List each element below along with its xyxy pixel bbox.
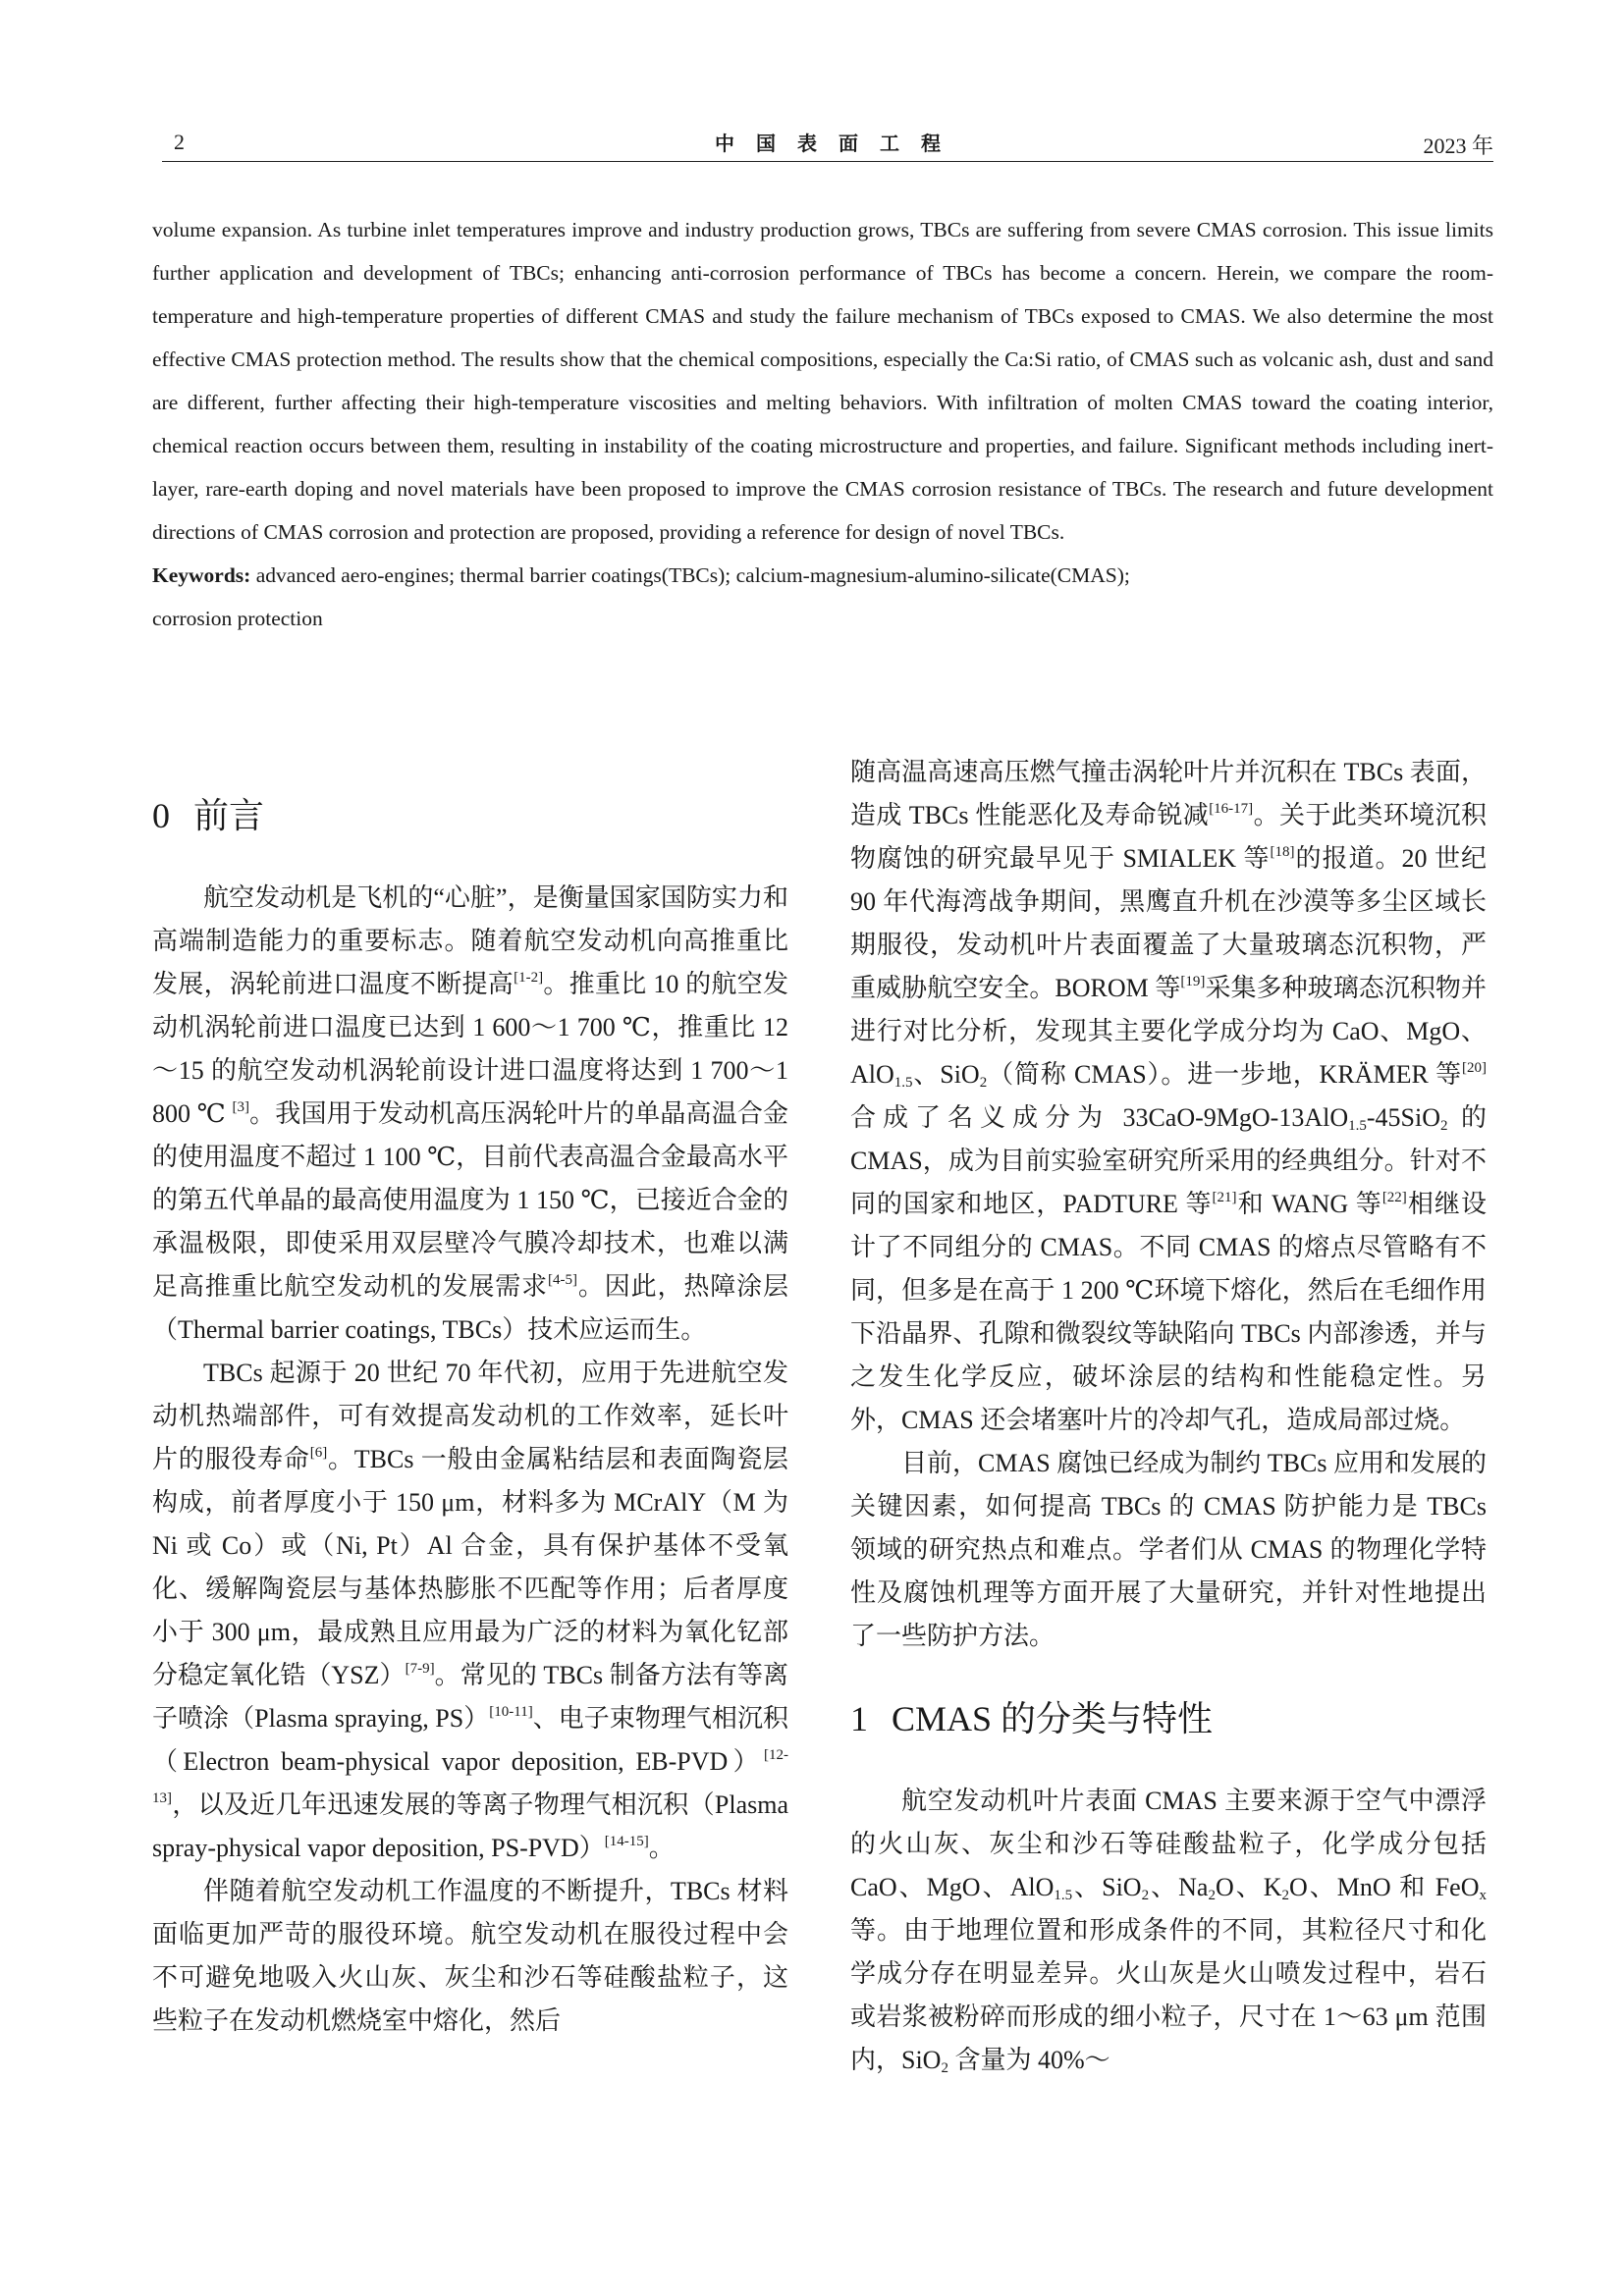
- subscript: 1.5: [1348, 1118, 1367, 1134]
- subscript: 1.5: [893, 1075, 913, 1091]
- citation: [18]: [1270, 844, 1295, 860]
- text-run: 。: [648, 1834, 675, 1862]
- text-run: 含量为 40%～: [947, 2046, 1110, 2074]
- subscript: 2: [1439, 1118, 1448, 1134]
- subscript: 1.5: [1054, 1888, 1073, 1903]
- text-run: 。推重比 10 的航空发动机涡轮前进口温度已达到 1 600～1 700 ℃，推重比 12～15 的航空发动机涡轮前设计进口温度将达到 1 700～1 800 ℃: [152, 970, 788, 1128]
- text-run: O、MnO 和 FeO: [1289, 1873, 1480, 1901]
- section-number: 0: [152, 796, 170, 835]
- keywords-label: Keywords:: [152, 563, 251, 587]
- body-paragraph: [152, 1352, 788, 1870]
- text-run: 、Na: [1149, 1873, 1209, 1901]
- text-run: O、K: [1215, 1873, 1282, 1901]
- keywords-line2: corrosion protection: [152, 607, 323, 630]
- keywords-line1: advanced aero-engines; thermal barrier coatings(TBCs); calcium-magnesium-alumino-silicate(CMAS);: [250, 563, 1130, 587]
- text-run: 、SiO: [1072, 1873, 1142, 1901]
- text-run: 航空发动机叶片表面 CMAS 主要来源于空气中漂浮的火山灰、灰尘和沙石等硅酸盐粒子，化学成分包括 CaO、MgO、AlO: [850, 1787, 1487, 1901]
- section-heading-cmas: [850, 1695, 1487, 1742]
- section-number: 1: [850, 1699, 868, 1738]
- citation: [14-15]: [604, 1834, 649, 1849]
- text-run: 、SiO: [912, 1060, 980, 1089]
- text-run: 航空发动机是飞机的“心脏”，是衡量国家国防实力和高端制造能力的重要标志。随着航空发动机向高推重比发展，涡轮前进口温度不断提高: [152, 883, 788, 998]
- text-run: ，以及近几年迅速发展的等离子物理气相沉积（Plasma spray-physical vapor deposition, PS-PVD）: [152, 1790, 788, 1862]
- body-paragraph: [152, 877, 788, 1352]
- text-run: 相继设计了不同组分的 CMAS。不同 CMAS 的熔点尽管略有不同，但多是在高于 1 200 ℃环境下熔化，然后在毛细作用下沿晶界、孔隙和微裂纹等缺陷向 TBCs 内部渗透，并与之发生化学反应，破坏涂层的结构和性能稳定性。另外，CMAS 还会堵塞叶片的冷却气孔，造成局部过烧。: [850, 1190, 1487, 1434]
- citation: [20]: [1462, 1060, 1488, 1076]
- subscript: 2: [1281, 1888, 1290, 1903]
- citation: [7-9]: [405, 1661, 435, 1677]
- text-run: 。TBCs 一般由金属粘结层和表面陶瓷层构成，前者厚度小于 150 μm，材料多为 MCrAlY（M 为 Ni 或 Co）或（Ni, Pt）Al 合金，具有保护基体不受氧化、缓解陶瓷层与基体热膨胀不匹配等作用；后者厚度小于 300 μm，最成熟且应用最为广泛的材料为氧化钇部分稳定氧化锆（YSZ）: [152, 1445, 788, 1689]
- text-run: 伴随着航空发动机工作温度的不断提升，TBCs 材料面临更加严苛的服役环境。航空发动机在服役过程中会不可避免地吸入火山灰、灰尘和沙石等硅酸盐粒子，这些粒子在发动机燃烧室中熔化，然后: [152, 1877, 788, 2035]
- section-heading-intro: [152, 792, 788, 839]
- citation: [3]: [232, 1099, 250, 1115]
- right-column: [850, 751, 1487, 2082]
- subscript: 2: [1141, 1888, 1150, 1903]
- text-run: 的 CMAS，成为目前实验室研究所采用的经典组分。针对不同的国家和地区，PADTURE 等: [850, 1103, 1487, 1218]
- citation: [22]: [1381, 1190, 1407, 1205]
- text-run: 。常见的 TBCs 制备方法有等离子喷涂（Plasma spraying, PS）: [152, 1661, 788, 1733]
- citation: [21]: [1212, 1190, 1237, 1205]
- citation: [10-11]: [489, 1704, 533, 1720]
- subscript: 2: [941, 2060, 948, 2076]
- citation: [19]: [1180, 974, 1206, 989]
- body-paragraph: [850, 1780, 1487, 2082]
- running-header: [162, 126, 1493, 162]
- publication-year: 2023 年: [1423, 133, 1493, 158]
- subscript: 2: [1208, 1888, 1216, 1903]
- text-run: 随高温高速高压燃气撞击涡轮叶片并沉积在 TBCs 表面，造成 TBCs 性能恶化及寿命锐减: [850, 758, 1487, 829]
- subscript: x: [1479, 1888, 1487, 1903]
- text-run: 。因此，热障涂层（Thermal barrier coatings, TBCs）技术应运而生。: [152, 1272, 788, 1344]
- citation: [16-17]: [1209, 801, 1254, 817]
- text-run: -45SiO: [1366, 1103, 1440, 1132]
- journal-title: 中国表面工程: [715, 133, 962, 155]
- text-run: 。我国用于发动机高压涡轮叶片的单晶高温合金的使用温度不超过 1 100 ℃，目前代表高温合金最高水平的第五代单晶的最高使用温度为 1 150 ℃，已接近合金的承温极限，即使采用双层壁冷气膜冷却技术，也难以满足高推重比航空发动机的发展需求: [152, 1099, 788, 1301]
- keywords: [152, 554, 1493, 640]
- body-paragraph: [850, 751, 1487, 1442]
- text-run: TBCs 起源于 20 世纪 70 年代初，应用于先进航空发动机热端部件，可有效提高发动机的工作效率，延长叶片的服役寿命: [152, 1359, 788, 1473]
- citation: [12-13]: [152, 1747, 788, 1806]
- english-abstract: [152, 208, 1493, 640]
- body-paragraph: [850, 1442, 1487, 1658]
- text-run: 、电子束物理气相沉积（Electron beam-physical vapor deposition, EB-PVD）: [152, 1704, 788, 1776]
- text-run: 等。由于地理位置和形成条件的不同，其粒径尺寸和化学成分存在明显差异。火山灰是火山喷发过程中，岩石或岩浆被粉碎而形成的细小粒子，尺寸在 1～63 μm 范围内，SiO: [850, 1916, 1487, 2074]
- text-run: 合成了名义成分为 33CaO-9MgO-13AlO: [850, 1103, 1349, 1132]
- citation: [1-2]: [514, 970, 544, 986]
- page-number: 2: [174, 130, 185, 154]
- text-run: 的报道。20 世纪 90 年代海湾战争期间，黑鹰直升机在沙漠等多尘区域长期服役，发动机叶片表面覆盖了大量玻璃态沉积物，严重威胁航空安全。BOROM 等: [850, 844, 1487, 1002]
- section-title: CMAS 的分类与特性: [892, 1699, 1214, 1738]
- body-paragraph: [152, 1870, 788, 2043]
- section-title: 前言: [193, 796, 265, 835]
- citation: [4-5]: [548, 1272, 578, 1288]
- subscript: 2: [979, 1075, 988, 1091]
- left-column: [152, 751, 788, 2043]
- text-run: 目前，CMAS 腐蚀已经成为制约 TBCs 应用和发展的关键因素，如何提高 TBCs 的 CMAS 防护能力是 TBCs 领域的研究热点和难点。学者们从 CMAS 的物理化学特性及腐蚀机理等方面开展了大量研究，并针对性地提出了一些防护方法。: [850, 1449, 1487, 1650]
- abstract-text: volume expansion. As turbine inlet temperatures improve and industry production grows, TBCs are suffering from severe CMAS corrosion. This issue limits further application and development of TBCs; enhancing anti-corrosion performance of TBCs has become a concern. Herein, we compare the room-temperature and high-temperature properties of different CMAS and study the failure mechanism of TBCs exposed to CMAS. We also determine the most effective CMAS protection method. The results show that the chemical compositions, especially the Ca:Si ratio, of CMAS such as volcanic ash, dust and sand are different, further affecting their high-temperature viscosities and melting behaviors. With infiltration of molten CMAS toward the coating interior, chemical reaction occurs between them, resulting in instability of the coating microstructure and properties, and failure. Significant methods including inert-layer, rare-earth doping and novel materials have been proposed to improve the CMAS corrosion resistance of TBCs. The research and future development directions of CMAS corrosion and protection are proposed, providing a reference for design of novel TBCs.: [152, 218, 1493, 544]
- text-run: 。关于此类环境沉积物腐蚀的研究最早见于 SMIALEK 等: [850, 801, 1487, 873]
- text-run: （简称 CMAS）。进一步地，KRÄMER 等: [987, 1060, 1463, 1089]
- text-run: 采集多种玻璃态沉积物并进行对比分析，发现其主要化学成分均为 CaO、MgO、AlO: [850, 974, 1487, 1089]
- citation: [6]: [309, 1445, 328, 1461]
- text-run: 和 WANG 等: [1236, 1190, 1382, 1218]
